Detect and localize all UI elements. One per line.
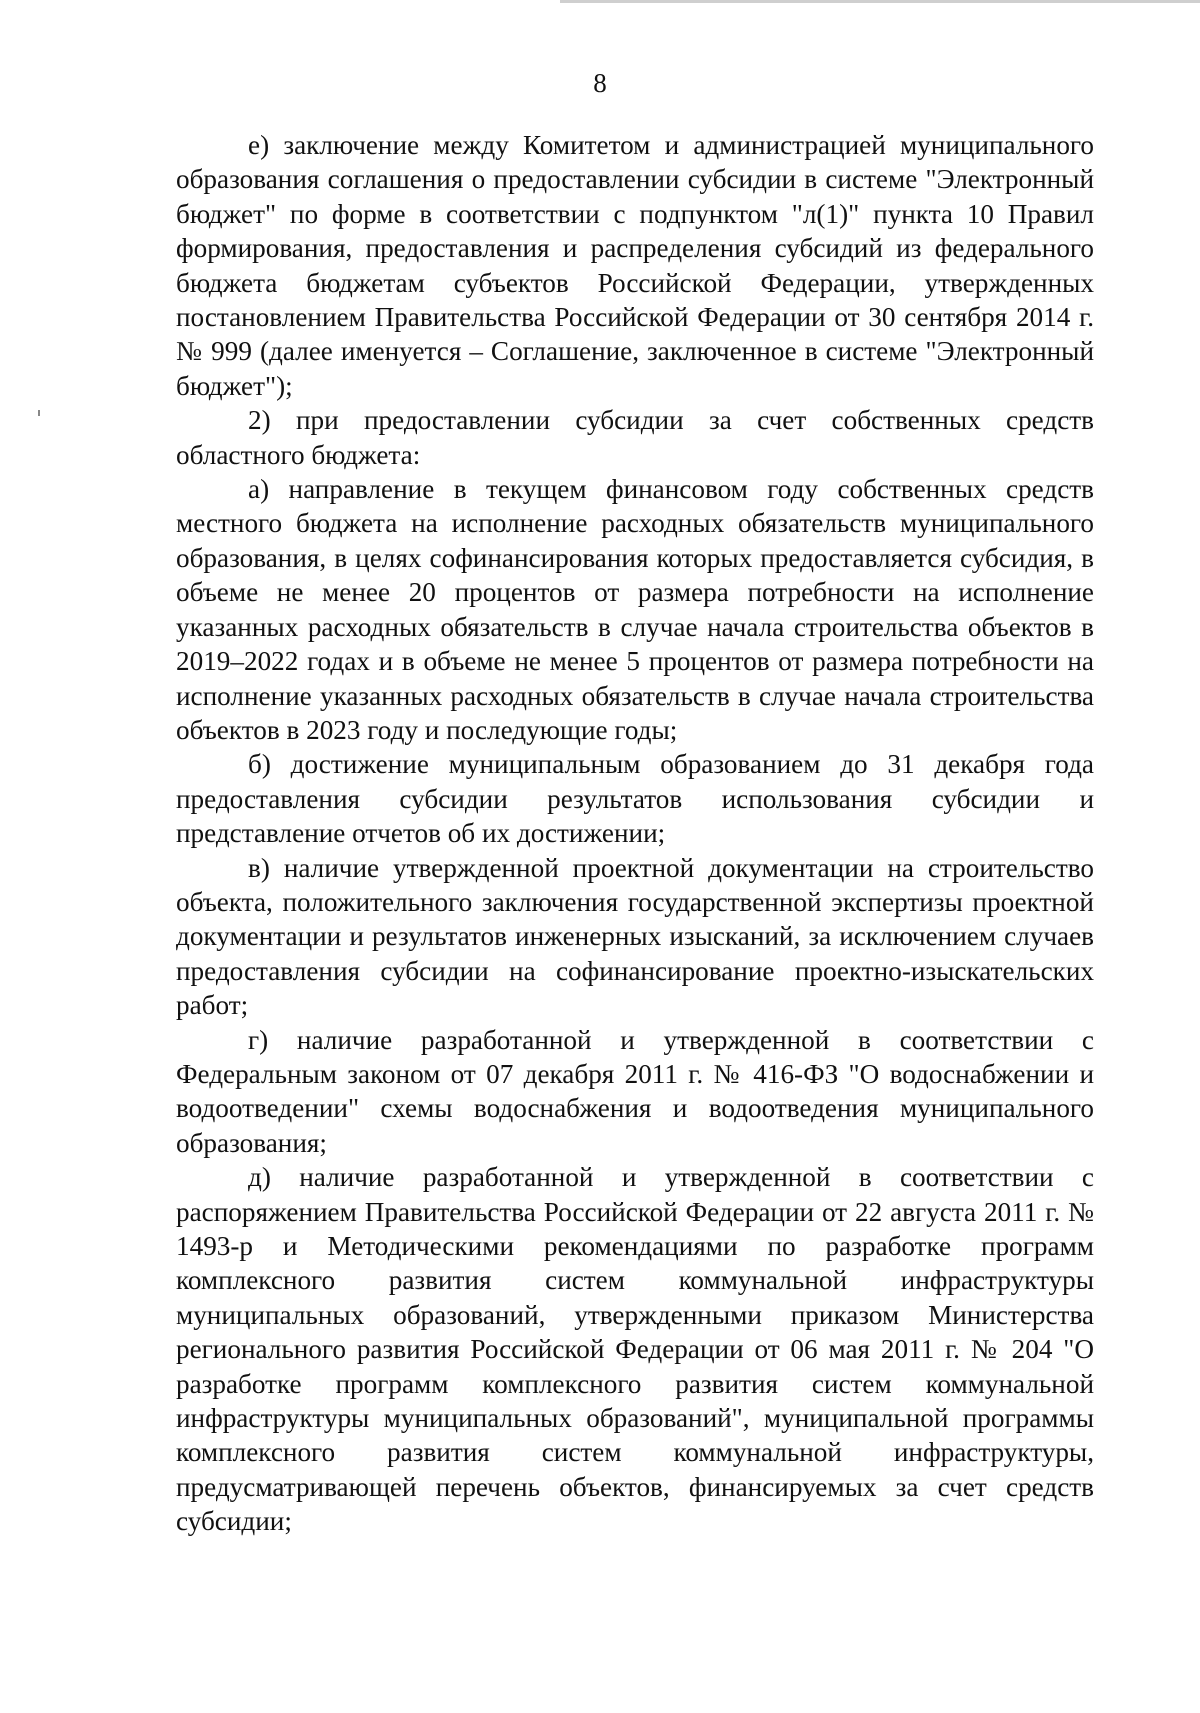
- paragraph-g: г) наличие разработанной и утвержденной в соответствии с Федеральным законом от 07 декабря 2011 г. № 416-ФЗ "О водоснабжении и водоотведении" схемы водоснабжения и водоотведения муниципального образования;: [176, 1024, 1094, 1158]
- paragraph-v: в) наличие утвержденной проектной документации на строительство объекта, положительного заключения государственной экспертизы проектной документации и результатов инженерных изысканий, за исключением случаев предоставления субсидии на софинансирование проектно-изыскательских работ;: [176, 852, 1094, 1021]
- scan-speck: [38, 410, 40, 416]
- paragraph-b: б) достижение муниципальным образованием до 31 декабря года предоставления субсидии результатов использования субсидии и представление отчетов об их достижении;: [176, 749, 1094, 849]
- scan-edge-line: [560, 0, 1200, 3]
- paragraph-a: а) направление в текущем финансовом году собственных средств местного бюджета на исполнение расходных обязательств муниципального образования, в целях софинансирования которых предоставляется субсидия, в объеме не менее 20 процентов от размера потребности на исполнение указанных расходных обязательств в случае начала строительства объектов в 2019–2022 годах и в объеме не менее 5 процентов от размера потребности на исполнение указанных расходных обязательств в случае начала строительства объектов в 2023 году и последующие годы;: [176, 474, 1094, 745]
- page-number: 8: [593, 68, 607, 98]
- paragraph-2: 2) при предоставлении субсидии за счет собственных средств областного бюджета:: [176, 405, 1094, 470]
- paragraph-e: е) заключение между Комитетом и администрацией муниципального образования соглашения о предоставлении субсидии в системе "Электронный бюджет" по форме в соответствии с подпунктом "л(1)" пункта 10 Правил формирования, предоставления и распределения субсидий из федерального бюджета бюджетам субъектов Российской Федерации, утвержденных постановлением Правительства Российской Федерации от 30 сентября 2014 г. № 999 (далее именуется – Соглашение, заключенное в системе "Электронный бюджет");: [176, 130, 1094, 401]
- paragraph-d: д) наличие разработанной и утвержденной в соответствии с распоряжением Правительства Российской Федерации от 22 августа 2011 г. № 1493-р и Методическими рекомендациями по разработке программ комплексного развития систем коммунальной инфраструктуры муниципальных образований, утвержденными приказом Министерства регионального развития Российской Федерации от 06 мая 2011 г. № 204 "О разработке программ комплексного развития систем коммунальной инфраструктуры муниципальных образований", муниципальной программы комплексного развития систем коммунальной инфраструктуры, предусматривающей перечень объектов, финансируемых за счет средств субсидии;: [176, 1162, 1094, 1537]
- document-body: [176, 128, 1094, 1539]
